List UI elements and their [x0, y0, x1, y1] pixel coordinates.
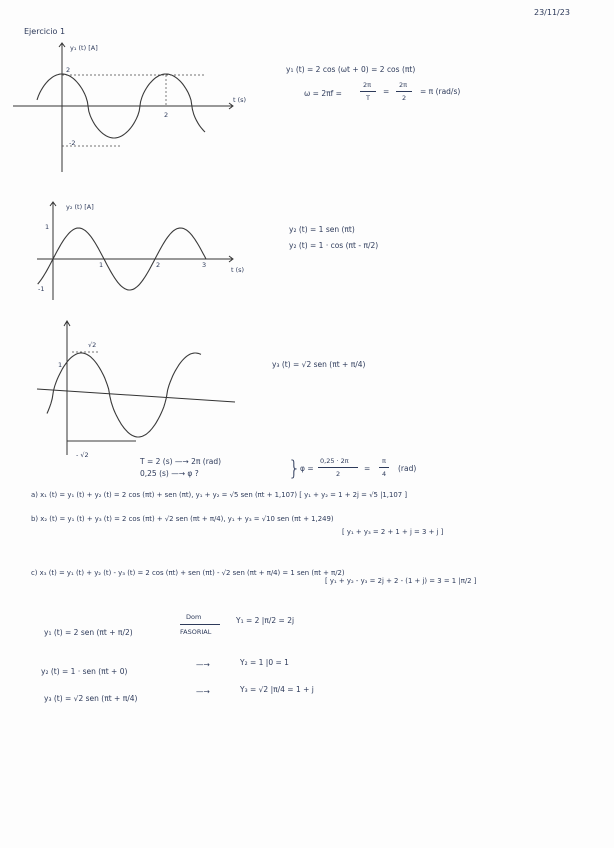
- phasor-y3-value: Y₃ = √2 |π/4 = 1 + j: [240, 685, 314, 694]
- note-y1-definition: y₁ (t) = 2 cos (ωt + 0) = 2 cos (πt): [286, 65, 416, 74]
- graph1-ylabel: y₁ (t) [A]: [70, 44, 98, 52]
- phasor-y3-time: y₃ (t) = √2 sen (πt + π/4): [44, 694, 138, 703]
- note-omega-a: ω = 2πf =: [304, 89, 342, 98]
- graph1-tick-neg2: -2: [69, 139, 76, 147]
- graph2-tick-x1: 1: [99, 261, 104, 269]
- arrow-icon: —→: [196, 660, 210, 669]
- phasor-arrow-top: Dom: [186, 613, 202, 621]
- graph3-tick-sqrt2: √2: [88, 341, 97, 349]
- graph2-tick-1: 1: [45, 223, 50, 231]
- note-frac1-den: T: [366, 94, 370, 102]
- graph2-tick-x2: 2: [156, 261, 161, 269]
- phasor-arrow-bottom: FASORIAL: [180, 628, 212, 636]
- note-omega-b: = π (rad/s): [420, 87, 461, 96]
- answer-b: b) x₂ (t) = y₁ (t) + y₃ (t) = 2 cos (πt) + √2 sen (πt + π/4), y₁ + y₃ = √10 sen (πt + 1,249): [31, 515, 334, 523]
- note-phi-den: 2: [336, 470, 341, 478]
- note-y2-line2: y₂ (t) = 1 · cos (πt - π/2): [289, 241, 379, 250]
- graph2-ylabel: y₂ (t) [A]: [66, 203, 94, 211]
- phasor-y1-value: Y₁ = 2 |π/2 = 2j: [236, 616, 295, 625]
- note-frac1-num: 2π: [363, 81, 372, 89]
- graph3-tick-neg-sqrt2: - √2: [76, 451, 89, 459]
- note-phi-b: (rad): [398, 464, 417, 473]
- graph2-tick-x3: 3: [202, 261, 207, 269]
- note-y3-line1: y₃ (t) = √2 sen (πt + π/4): [272, 360, 366, 369]
- note-y2-line1: y₂ (t) = 1 sen (πt): [289, 225, 355, 234]
- note-phi-a: φ =: [300, 464, 314, 473]
- phasor-y2-time: y₂ (t) = 1 · sen (πt + 0): [41, 667, 128, 676]
- phasor-y1-time: y₁ (t) = 2 sen (πt + π/2): [44, 628, 133, 637]
- note-frac2-num: 2π: [399, 81, 408, 89]
- note-phi-num: 0,25 · 2π: [320, 457, 349, 465]
- arrow-icon: [180, 624, 220, 625]
- graph2-xlabel: t (s): [231, 266, 245, 274]
- phasor-y2-value: Y₂ = 1 |0 = 1: [240, 658, 289, 667]
- note-frac2-den: 2: [402, 94, 407, 102]
- answer-a: a) x₁ (t) = y₁ (t) + y₂ (t) = 2 cos (πt) + sen (πt), y₁ + y₂ = √5 sen (πt + 1,107) [ y₁ + y₂ = 1 + 2j = √5 |1,107 ]: [31, 491, 408, 499]
- graph1-tick-2: 2: [66, 66, 71, 74]
- graph1-tick-x2: 2: [164, 111, 169, 119]
- arrow-icon: —→: [196, 687, 210, 696]
- exercise-title: Ejercicio 1: [24, 27, 66, 36]
- graph2-tick-neg1: -1: [38, 285, 45, 293]
- answer-c: c) x₃ (t) = y₁ (t) + y₂ (t) - y₃ (t) = 2 cos (πt) + sen (πt) - √2 sen (πt + π/4) = 1 sen (πt + π/2): [31, 569, 345, 577]
- note-phi-eq: =: [364, 464, 371, 473]
- note-phi2-num: π: [382, 457, 386, 465]
- graph3-tick-1: 1: [58, 361, 63, 369]
- note-period-line1: T = 2 (s) —→ 2π (rad): [140, 457, 222, 466]
- note-phi2-den: 4: [382, 470, 387, 478]
- answer-c-phasor: [ y₁ + y₂ - y₃ = 2j + 2 - (1 + j) = 3 = 1 |π/2 ]: [325, 577, 477, 585]
- graph1-xlabel: t (s): [233, 96, 247, 104]
- note-period-line2: 0,25 (s) —→ φ ?: [140, 469, 199, 478]
- answer-b-phasor: [ y₁ + y₃ = 2 + 1 + j = 3 + j ]: [342, 528, 444, 536]
- note-eq: =: [383, 87, 390, 96]
- date: 23/11/23: [534, 8, 570, 17]
- brace-icon: }: [288, 456, 301, 480]
